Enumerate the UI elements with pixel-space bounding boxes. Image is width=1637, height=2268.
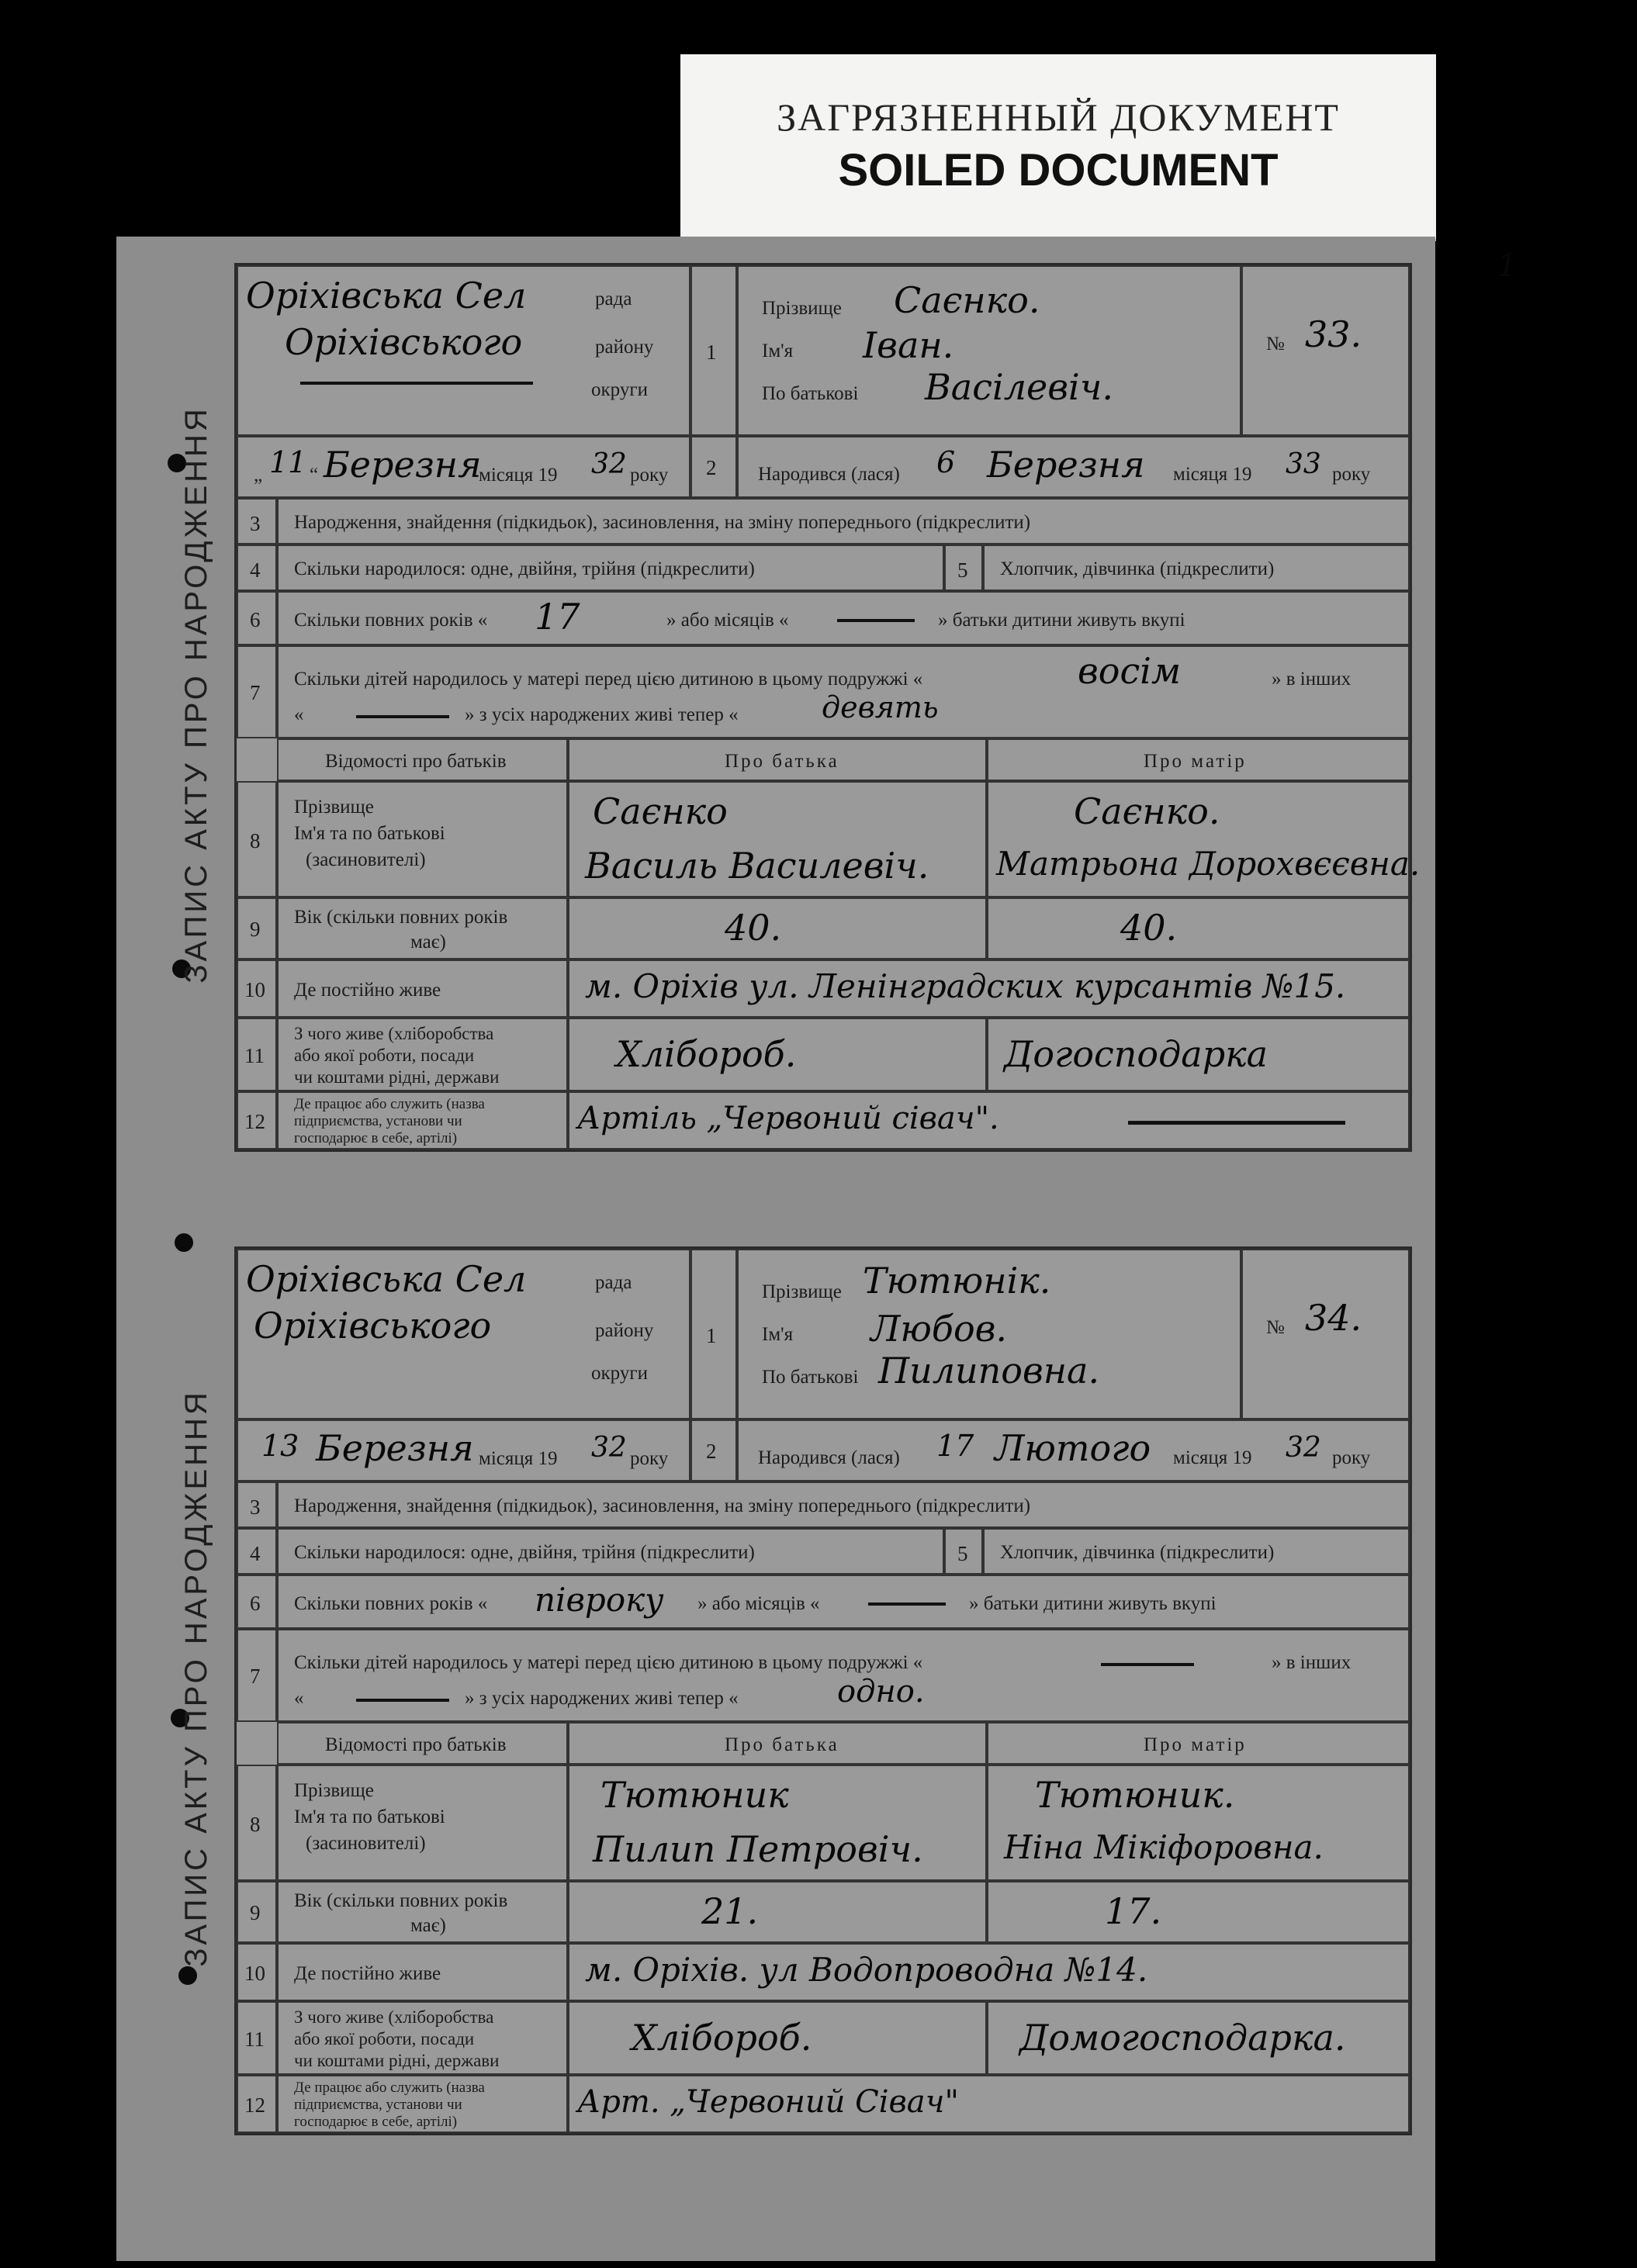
document-page <box>116 237 1518 2261</box>
record-grid: Оріхівська Сел рада Оріхівського району округи 1 Прізвище Тютюнік. Ім'я Любов. По батькові Пилиповна. № 34. 13 Березня місяця 19 32 року 2 Народився (лася) 17 Лютого місяця 19 32 року 3 Народження, знайдення (підкидьок), засиновлення, на зміну попереднього (підкреслити) 4 Скільки народилося: одне, двійня, трійня (підкреслити) 5 Хлопчик, дівчинка (підкреслити) 6 Скільки повних років « півроку » або місяців « » батьки дитини живуть вкупі 7 Скільки дітей народилось у матері перед цією дитиною в цьому подружжі « » в інших « » з усіх народжених живі тепер « одно. Відомості про батьків Про батька Про матір 8 Прізвище Ім'я та по батькові (засиновителі) Тютюник Пилип Петровіч. Тютюник. Ніна Мікіфоровна. 9 Вік (скільки повних років має) 21. 17. 10 Де постійно живе м. Оріхів. ул Водопроводна №14. 11 З чого живе (хліборобства або якої роботи, посади чи коштами рідні, держави Хлібороб. Домогосподарка. 12 Де працює або служить (назва підприємства, установи чи господарює в себе, артілі) Арт. „Червоний Сівач" <box>234 1246 1412 2135</box>
registration-date-cell: „ 11 “ Березня місяця 19 32 року <box>237 436 690 498</box>
page-mark: 1 <box>1497 248 1518 284</box>
birth-record-34 <box>116 1220 1435 2135</box>
child-name: Іван. <box>863 324 954 366</box>
stamp-russian: ЗАГРЯЗНЕННЫЙ ДОКУМЕНТ <box>777 95 1340 139</box>
raion-value: Оріхівського <box>285 321 523 363</box>
registry-office-cell: Оріхівська Сел рада Оріхівського району округи <box>237 265 690 436</box>
stamp-english: SOILED DOCUMENT <box>838 145 1279 195</box>
record-grid: Оріхівська Сел рада Оріхівського району округи 1 Прізвище Саєнко. Ім'я Іван. По батькові Васілевіч. № 33. „ 11 “ Березня місяця 19 32 року 2 Народився (лася) 6 Березня місяця 19 33 року 3 Народження, знайдення (підкидьок), засиновлення, на зміну попереднього (підкреслити) 4 Скільки народилося: одне, двійня, трійня (підкреслити) 5 Хлопчик, дівчинка (підкреслити) 6 Скільки повних років « 17 » або місяців « » батьки дитини живуть вкупі 7 Скільки дітей народилось у матері перед цією дитиною в цьому подружжі « восім » в інших « » з усіх народжених живі тепер « девять Відомості про батьків Про батька Про матір 8 Прізвище Ім'я та по батькові (засиновителі) Саєнко Василь Василевіч. Саєнко. Матрьона Дорохвєєвна. 9 Вік (скільки повних років має) 40. 40. 10 Де постійно живе м. Оріхів ул. Ленінградских курсантів №15. 11 З чого живе (хліборобства або якої роботи, посади чи коштами рідні, держави Хлібороб. Догосподарка 12 Де працює або служить (назва підприємства, установи чи господарює в себе, артілі) Артіль „Червоний сівач". <box>234 263 1412 1152</box>
father-name-cell: Саєнко Василь Василевіч. <box>568 781 987 897</box>
child-surname: Саєнко. <box>894 279 1040 321</box>
record-side-title: ЗАПИС АКТУ ПРО НАРОДЖЕННЯ <box>178 405 213 984</box>
child-name-cell: Прізвище Саєнко. Ім'я Іван. По батькові Васілевіч. <box>737 265 1241 436</box>
birth-date-cell: Народився (лася) 6 Березня місяця 19 33 року <box>737 436 1410 498</box>
rada-value: Оріхівська Сел <box>246 275 527 316</box>
residence-cell: м. Оріхів ул. Ленінградских курсантів №15. <box>568 959 1410 1018</box>
soiled-document-stamp <box>680 54 1436 241</box>
record-side-title: ЗАПИС АКТУ ПРО НАРОДЖЕННЯ <box>178 1388 213 1967</box>
record-number: 33. <box>1305 313 1362 355</box>
mother-name-cell: Саєнко. Матрьона Дорохвєєвна. <box>987 781 1410 897</box>
record-number-cell: № 33. <box>1241 265 1410 436</box>
child-patronymic: Васілевіч. <box>925 366 1113 408</box>
birth-record-33 <box>116 237 1435 1152</box>
